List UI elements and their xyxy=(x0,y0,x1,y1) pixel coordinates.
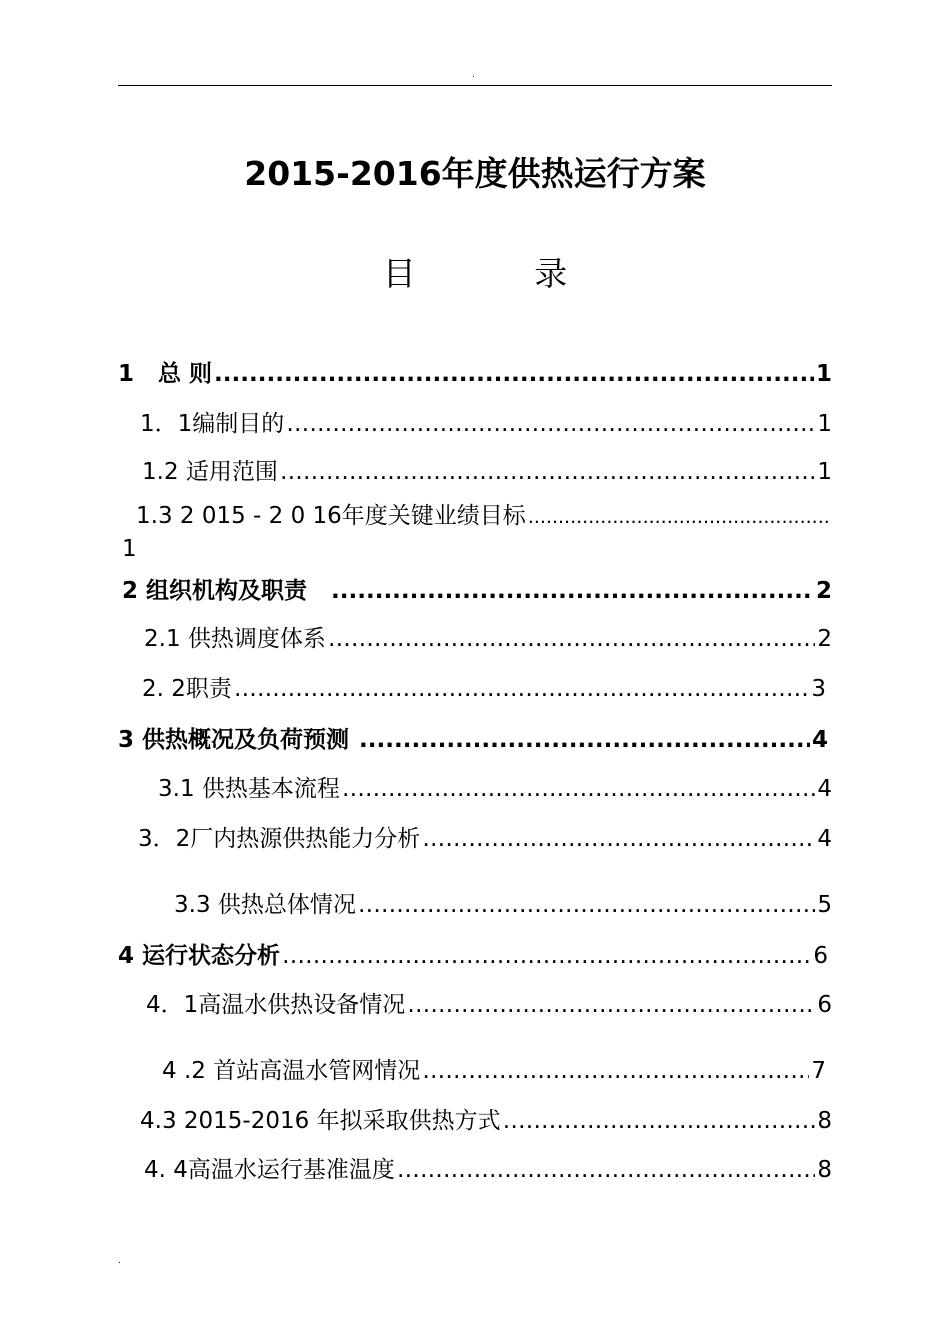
toc-entry-label: 4 .2 首站高温水管网情况 xyxy=(162,1058,421,1084)
toc-entry-label: 1.3 2 015 - 2 0 16年度关键业绩目标 xyxy=(136,503,526,529)
toc-entry[interactable] xyxy=(136,500,832,532)
toc-leader xyxy=(328,623,815,655)
toc-entry[interactable] xyxy=(118,358,832,390)
toc-leader xyxy=(214,358,814,390)
toc-entry-label: 3 供热概况及负荷预测 xyxy=(118,727,350,753)
toc-entry-page: 1 xyxy=(817,459,832,485)
toc-heading: 目 录 xyxy=(382,254,622,293)
toc-entry-page: 7 xyxy=(811,1058,826,1084)
toc-leader xyxy=(407,989,815,1021)
toc-leader xyxy=(331,575,814,607)
toc-entry[interactable] xyxy=(140,1105,832,1137)
toc-entry-label: 1 总 则 xyxy=(118,361,213,387)
toc-leader xyxy=(280,456,815,488)
toc-leader xyxy=(359,724,810,756)
toc-entry-page: 1 xyxy=(817,411,832,437)
toc-entry[interactable] xyxy=(118,724,828,756)
toc-entry-page: 8 xyxy=(817,1108,832,1134)
toc-entry[interactable] xyxy=(122,575,832,607)
toc-entry-page: 4 xyxy=(817,776,832,802)
header-rule xyxy=(118,85,832,86)
toc-entry[interactable] xyxy=(158,773,832,805)
toc-entry-label: 2. 2职责 xyxy=(142,676,232,702)
toc-entry-label: 4. 4高温水运行基准温度 xyxy=(144,1157,395,1183)
toc-entry-label: 2 组织机构及职责 xyxy=(122,578,308,604)
toc-entry[interactable] xyxy=(142,456,832,488)
toc-entry[interactable] xyxy=(140,408,832,440)
toc-entry-label: 4．1高温水供热设备情况 xyxy=(146,992,406,1018)
toc-entry-label: 3.1 供热基本流程 xyxy=(158,776,340,802)
toc-leader xyxy=(528,500,830,533)
toc-entry[interactable] xyxy=(162,1055,826,1087)
toc-entry[interactable] xyxy=(144,1154,832,1186)
toc-entry-page: 8 xyxy=(817,1157,832,1183)
toc-entry[interactable] xyxy=(142,673,826,705)
toc-entry[interactable] xyxy=(138,823,832,855)
toc-entry-page: 6 xyxy=(817,992,832,1018)
toc-entry-page: 6 xyxy=(813,943,828,969)
document-title: 2015-2016年度供热运行方案 xyxy=(244,154,706,193)
toc-entry-page: 3 xyxy=(811,676,826,702)
toc-entry[interactable] xyxy=(144,623,832,655)
toc-entry-label: 4.3 2015-2016 年拟采取供热方式 xyxy=(140,1108,501,1134)
toc-entry-label: 3.3 供热总体情况 xyxy=(174,892,356,918)
toc-entry-label: 3．2厂内热源供热能力分析 xyxy=(138,826,421,852)
toc-leader xyxy=(503,1105,816,1137)
toc-entry-page: 2 xyxy=(817,626,832,652)
toc-leader xyxy=(422,1055,809,1087)
header-dot: . xyxy=(472,70,475,80)
toc-entry-label: 4 运行状态分析 xyxy=(118,943,281,969)
toc-leader xyxy=(422,823,815,855)
toc-leader xyxy=(342,773,815,805)
toc-leader xyxy=(397,1154,815,1186)
toc-entry-page: 4 xyxy=(811,727,828,753)
toc-entry-page: 1 xyxy=(122,536,137,562)
toc-entry[interactable] xyxy=(174,889,832,921)
footer-dot: . xyxy=(118,1256,121,1266)
toc-entry-page: 1 xyxy=(815,361,832,387)
toc-entry-page: 5 xyxy=(817,892,832,918)
toc-leader xyxy=(286,408,815,440)
toc-entry[interactable] xyxy=(146,989,832,1021)
toc-entry[interactable] xyxy=(118,940,828,972)
toc-leader xyxy=(234,673,809,705)
toc-entry-page: 4 xyxy=(817,826,832,852)
toc-leader xyxy=(282,940,811,972)
toc-entry-label: 1．1编制目的 xyxy=(140,411,285,437)
toc-leader xyxy=(358,889,815,921)
toc-entry-page: 2 xyxy=(815,578,832,604)
toc-entry-label: 2.1 供热调度体系 xyxy=(144,626,326,652)
toc-entry-label: 1.2 适用范围 xyxy=(142,459,278,485)
